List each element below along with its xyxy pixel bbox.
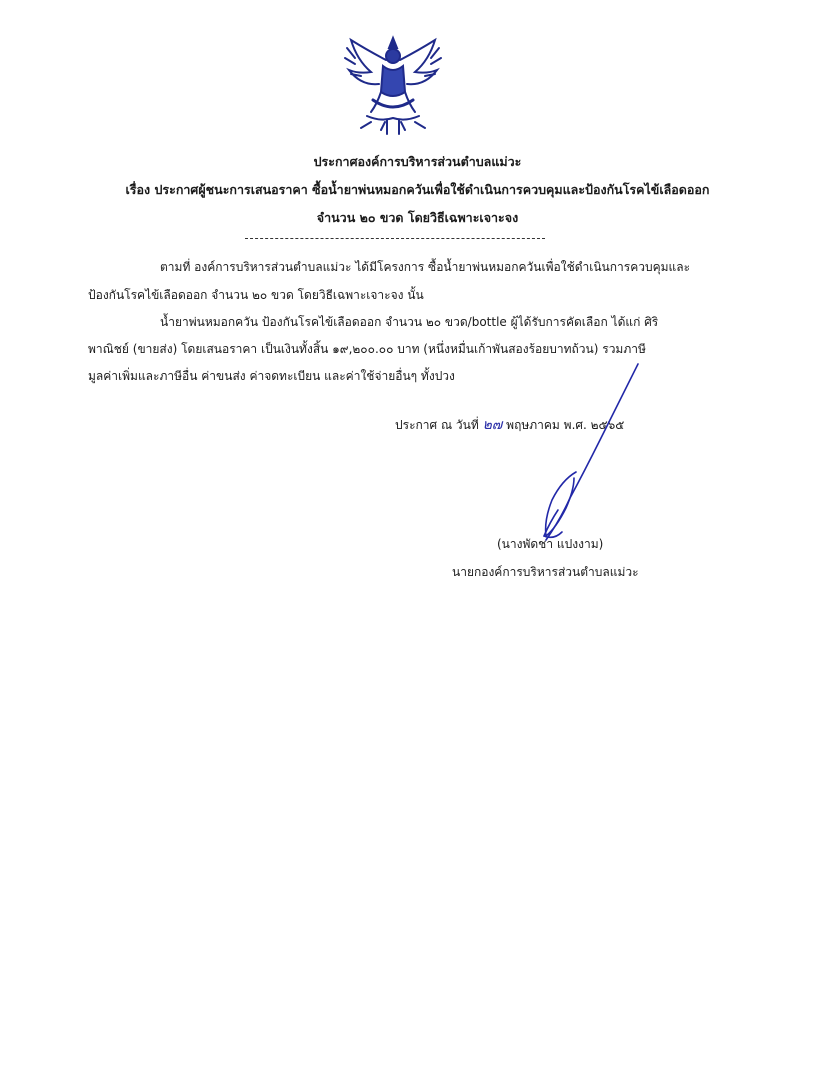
- subject-line-2: จำนวน ๒๐ ขวด โดยวิธีเฉพาะเจาะจง: [316, 210, 519, 225]
- garuda-emblem-icon: [337, 30, 449, 138]
- signatory-name: (นางพัดชา แปงงาม): [497, 537, 604, 551]
- handwritten-day: ๒๗: [482, 417, 503, 433]
- handwritten-signature: [500, 360, 650, 560]
- paragraph-2-line-1: น้ำยาพ่นหมอกควัน ป้องกันโรคไข้เลือดออก จำนวน ๒๐ ขวด/bottle ผู้ได้รับการคัดเลือก ได้แก่ ศิริ: [160, 315, 659, 329]
- paragraph-2-line-3: มูลค่าเพิ่มและภาษีอื่น ค่าขนส่ง ค่าจดทะเบียน และค่าใช้จ่ายอื่นๆ ทั้งปวง: [88, 369, 455, 383]
- separator-line: [245, 238, 545, 239]
- date-month-year: พฤษภาคม พ.ศ. ๒๕๖๕: [506, 418, 625, 432]
- subject-line-1: เรื่อง ประกาศผู้ชนะการเสนอราคา ซื้อน้ำยาพ่นหมอกควันเพื่อใช้ดำเนินการควบคุมและป้องกันโรคไข้เลือดออก: [125, 182, 710, 197]
- signatory-position: นายกองค์การบริหารส่วนตำบลแม่วะ: [452, 565, 639, 579]
- paragraph-1-line-1: ตามที่ องค์การบริหารส่วนตำบลแม่วะ ได้มีโครงการ ซื้อน้ำยาพ่นหมอกควันเพื่อใช้ดำเนินการควบคุมและ: [160, 260, 691, 274]
- paragraph-1-line-2: ป้องกันโรคไข้เลือดออก จำนวน ๒๐ ขวด โดยวิธีเฉพาะเจาะจง นั้น: [88, 288, 424, 302]
- announcement-title: ประกาศองค์การบริหารส่วนตำบลแม่วะ: [313, 154, 522, 169]
- date-prefix: ประกาศ ณ วันที่: [395, 418, 479, 432]
- paragraph-2-line-2: พาณิชย์ (ขายส่ง) โดยเสนอราคา เป็นเงินทั้งสิ้น ๑๙,๒๐๐.๐๐ บาท (หนึ่งหมื่นเก้าพันสองร้อยบาทถ้วน) รวมภาษี: [88, 342, 646, 356]
